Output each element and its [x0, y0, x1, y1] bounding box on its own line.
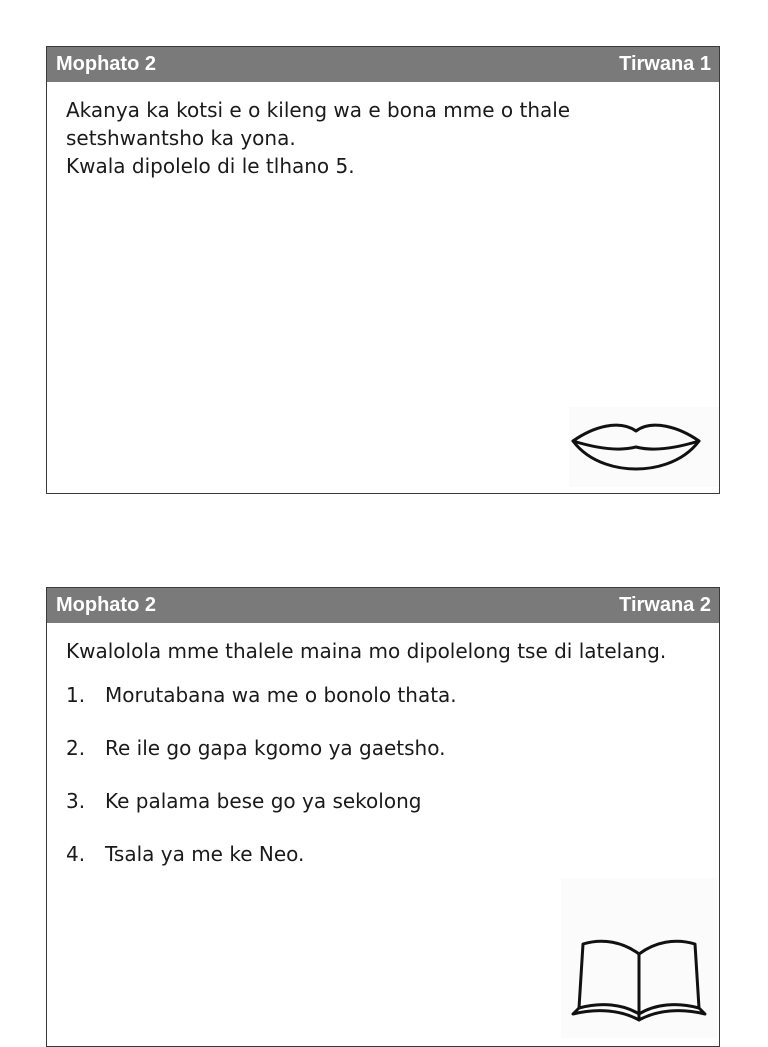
card-header [47, 47, 719, 82]
list-item [66, 841, 719, 867]
lips-icon [569, 407, 719, 487]
card-number-label: Tirwana 1 [619, 53, 711, 75]
list-item [66, 682, 719, 708]
sentence-list [66, 682, 719, 867]
item-number: 2. [66, 736, 86, 760]
card-header [47, 588, 719, 623]
card-number-label: Tirwana 2 [619, 594, 711, 616]
item-number: 3. [66, 789, 86, 813]
lips-picture [569, 407, 719, 487]
activity-card-1 [46, 46, 720, 494]
item-text: Morutabana wa me o bonolo thata. [105, 683, 457, 707]
open-book-icon [561, 878, 717, 1038]
item-text: Ke palama bese go ya sekolong [105, 789, 422, 813]
book-picture [561, 878, 717, 1038]
instruction-line: Kwala dipolelo di le tlhano 5. [66, 154, 355, 178]
activity-card-2 [46, 587, 720, 1047]
item-number: 4. [66, 842, 86, 866]
list-item [66, 788, 719, 814]
card-body [47, 623, 719, 867]
instruction-line: Kwalolola mme thalele maina mo dipolelong tse di latelang. [66, 639, 667, 663]
card-body [47, 82, 719, 180]
item-number: 1. [66, 683, 86, 707]
list-item [66, 735, 719, 761]
grade-label: Mophato 2 [56, 594, 156, 616]
instruction-line: setshwantsho ka yona. [66, 126, 296, 150]
grade-label: Mophato 2 [56, 53, 156, 75]
item-text: Re ile go gapa kgomo ya gaetsho. [105, 736, 446, 760]
instruction-line: Akanya ka kotsi e o kileng wa e bona mme o thale [66, 98, 571, 122]
item-text: Tsala ya me ke Neo. [105, 842, 305, 866]
